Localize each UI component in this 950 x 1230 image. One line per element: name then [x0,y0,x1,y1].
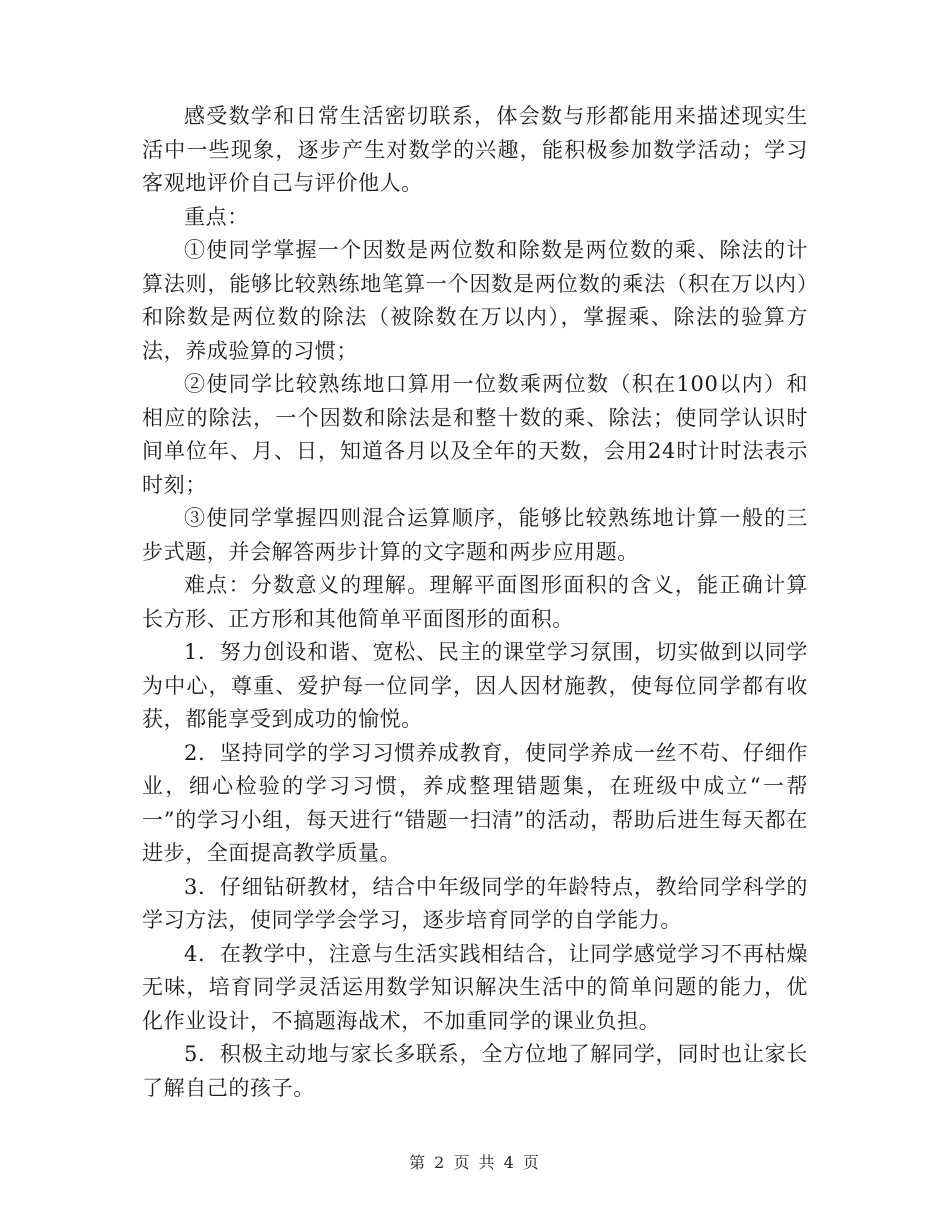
key-points-heading: 重点： [184,204,249,229]
paragraph-measure-3: 3．仔细钻研教材，结合中年级同学的年龄特点，教给同学科学的学习方法，使同学学会学习，逐步培育同学的自学能力。 [142,874,808,932]
paragraph-measure-1: 1．努力创设和谐、宽松、民主的课堂学习氛围，切实做到以同学为中心，尊重、爱护每一位同学，因人因材施教，使每位同学都有收获，都能享受到成功的愉悦。 [142,640,808,731]
document-body [142,100,808,1105]
paragraph-measure-5: 5．积极主动地与家长多联系，全方位地了解同学，同时也让家长了解自己的孩子。 [142,1042,808,1100]
paragraph-goal-attitude: 感受数学和日常生活密切联系，体会数与形都能用来描述现实生活中一些现象，逐步产生对数学的兴趣，能积极参加数学活动；学习客观地评价自己与评价他人。 [142,104,808,195]
paragraph-key-point-1: ①使同学掌握一个因数是两位数和除数是两位数的乘、除法的计算法则，能够比较熟练地笔算一个因数是两位数的乘法（积在万以内）和除数是两位数的除法（被除数在万以内），掌握乘、除法的验算方法，养成验算的习惯； [142,238,808,363]
paragraph-measure-4: 4．在教学中，注意与生活实践相结合，让同学感觉学习不再枯燥无味，培育同学灵活运用数学知识解决生活中的简单问题的能力，优化作业设计，不搞题海战术，不加重同学的课业负担。 [142,941,808,1033]
paragraph-key-point-2: ②使同学比较熟练地口算用一位数乘两位数（积在100以内）和相应的除法，一个因数和除法是和整十数的乘、除法；使同学认识时间单位年、月、日，知道各月以及全年的天数，会用24时计时法表示时刻； [142,372,808,497]
paragraph-key-point-3: ③使同学掌握四则混合运算顺序，能够比较熟练地计算一般的三步式题，并会解答两步计算的文字题和两步应用题。 [142,506,808,564]
paragraph-measure-2: 2．坚持同学的学习习惯养成教育，使同学养成一丝不苟、仔细作业，细心检验的学习习惯，养成整理错题集，在班级中成立“一帮一”的学习小组，每天进行“错题一扫清”的活动，帮助后进生每天都在进步，全面提高教学质量。 [142,740,808,865]
page-number-footer: 第 2 页 共 4 页 [409,1153,541,1172]
paragraph-difficult-points: 难点：分数意义的理解。理解平面图形面积的含义，能正确计算长方形、正方形和其他简单平面图形的面积。 [142,573,808,631]
